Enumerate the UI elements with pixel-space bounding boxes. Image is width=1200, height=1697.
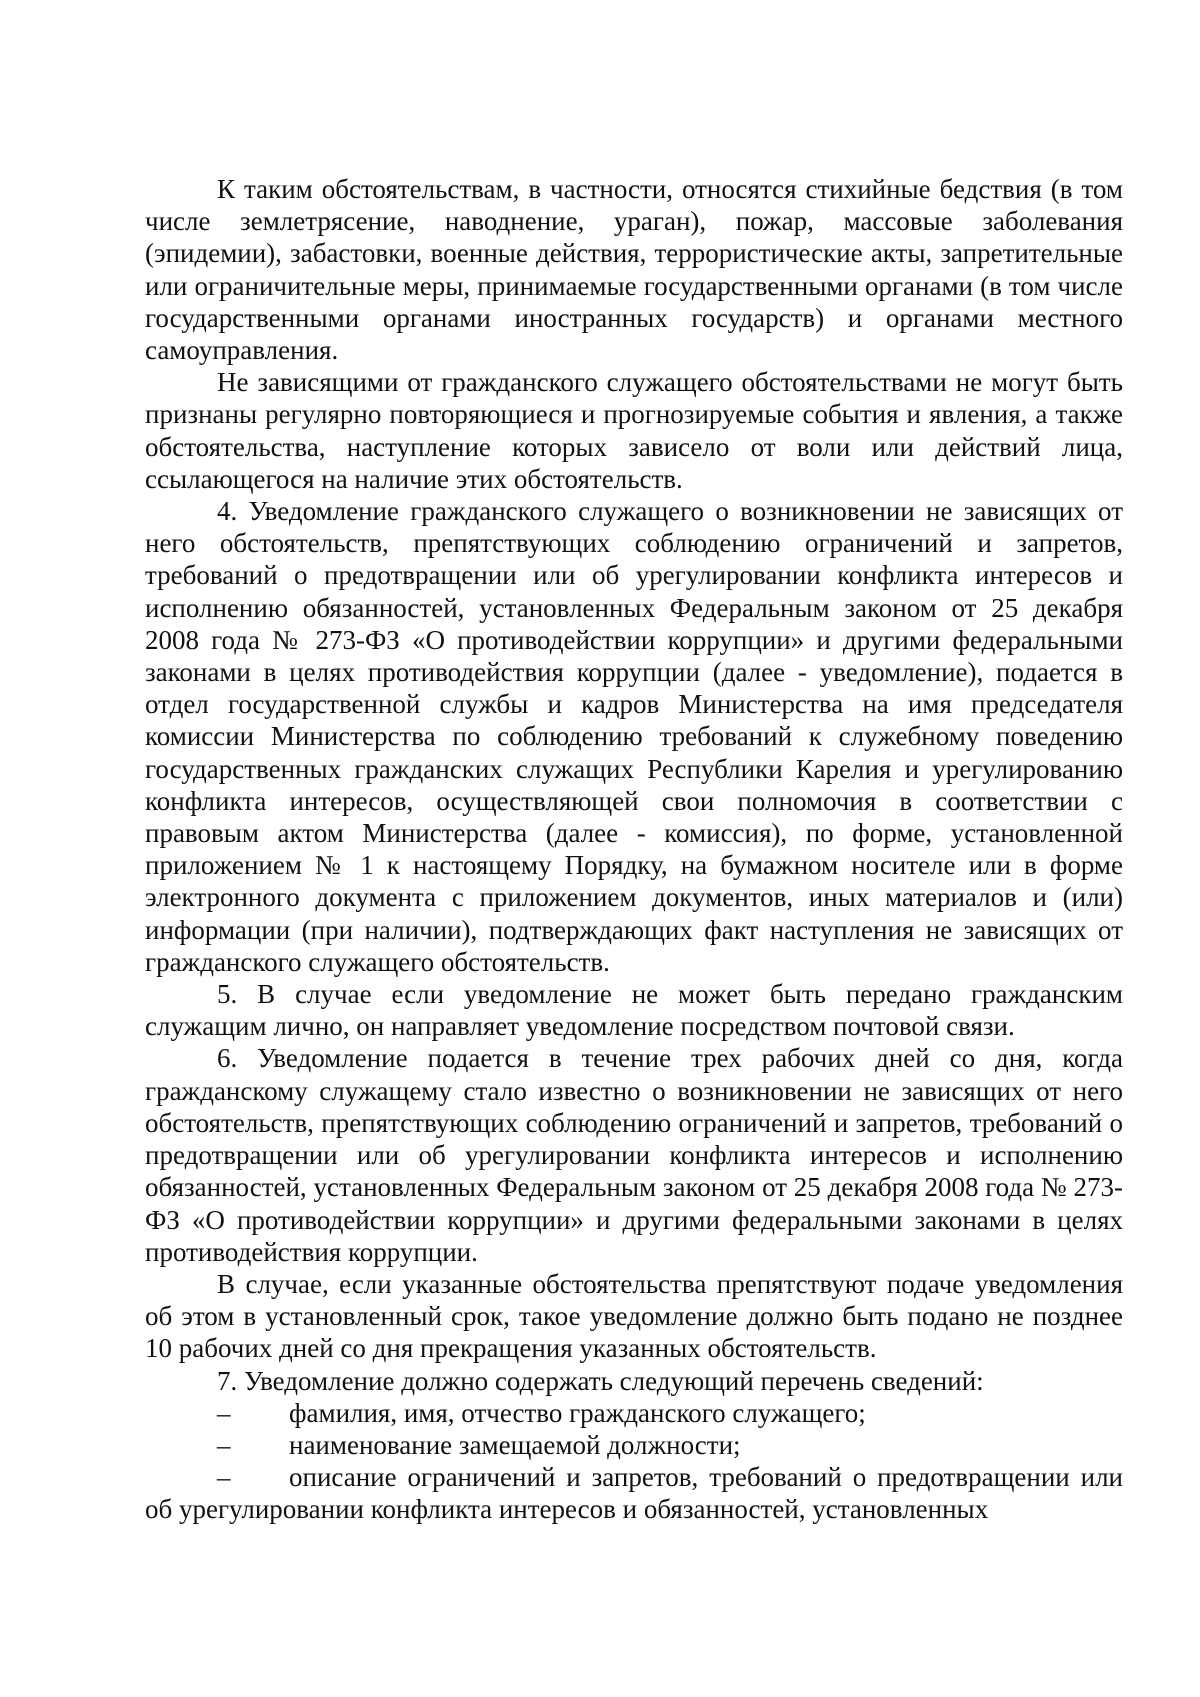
- list-item-text: наименование замещаемой должности;: [289, 1429, 741, 1460]
- paragraph-item-4: 4. Уведомление гражданского служащего о возникновении не зависящих от него обстоятельств, препятствующих соблюдению ограничений и запретов, требований о предотвращении или об урегулировании конфликта интересов и исполнению обязанностей, установленных Федеральным законом от 25 декабря 2008 года № 273-ФЗ «О противодействии коррупции» и другими федеральными законами в целях противодействия коррупции (далее - уведомление), подается в отдел государственной службы и кадров Министерства на имя председателя комиссии Министерства по соблюдению требований к служебному поведению государственных гражданских служащих Республики Карелия и урегулированию конфликта интересов, осуществляющей свои полномочия в соответствии с правовым актом Министерства (далее - комиссия), по форме, установленной приложением № 1 к настоящему Порядку, на бумажном носителе или в форме электронного документа с приложением документов, иных материалов и (или) информации (при наличии), подтверждающих факт наступления не зависящих от гражданского служащего обстоятельств.: [145, 496, 1123, 977]
- list-item: [145, 1397, 1123, 1429]
- paragraph-item-6: 6. Уведомление подается в течение трех рабочих дней со дня, когда гражданскому служащему стало известно о возникновении не зависящих от него обстоятельств, препятствующих соблюдению ограничений и запретов, требований о предотвращении или об урегулировании конфликта интересов и исполнению обязанностей, установленных Федеральным законом от 25 декабря 2008 года № 273-ФЗ «О противодействии коррупции» и другими федеральными законами в целях противодействия коррупции.: [145, 1043, 1123, 1267]
- paragraph-not-recognized-circumstances: Не зависящими от гражданского служащего обстоятельствами не могут быть признаны регулярно повторяющиеся и прогнозируемые события и явления, а также обстоятельства, наступление которых зависело от воли или действий лица, ссылающегося на наличие этих обстоятельств.: [145, 367, 1123, 494]
- list-dash: –: [217, 1462, 231, 1493]
- list-item: [145, 1461, 1123, 1525]
- paragraph-deadline-extension: В случае, если указанные обстоятельства препятствуют подаче уведомления об этом в установленный срок, такое уведомление должно быть подано не позднее 10 рабочих дней со дня прекращения указанных обстоятельств.: [145, 1268, 1123, 1364]
- list-dash: –: [217, 1429, 231, 1460]
- document-page: [145, 173, 1123, 1526]
- paragraph-force-majeure-examples: К таким обстоятельствам, в частности, относятся стихийные бедствия (в том числе землетрясение, наводнение, ураган), пожар, массовые заболевания (эпидемии), забастовки, военные действия, террористические акты, запретительные или ограничительные меры, принимаемые государственными органами (в том числе государственными органами иностранных государств) и органами местного самоуправления.: [145, 174, 1123, 366]
- paragraph-item-5: 5. В случае если уведомление не может быть передано гражданским служащим лично, он направляет уведомление посредством почтовой связи.: [145, 979, 1123, 1042]
- requirements-list: [145, 1397, 1123, 1526]
- paragraph-item-7: 7. Уведомление должно содержать следующий перечень сведений:: [217, 1365, 984, 1396]
- list-item: [145, 1429, 1123, 1461]
- list-item-text: описание ограничений и запретов, требований о предотвращении или об урегулировании конфликта интересов и обязанностей, установленных: [145, 1462, 1123, 1525]
- list-item-text: фамилия, имя, отчество гражданского служащего;: [289, 1397, 866, 1428]
- list-dash: –: [217, 1397, 231, 1428]
